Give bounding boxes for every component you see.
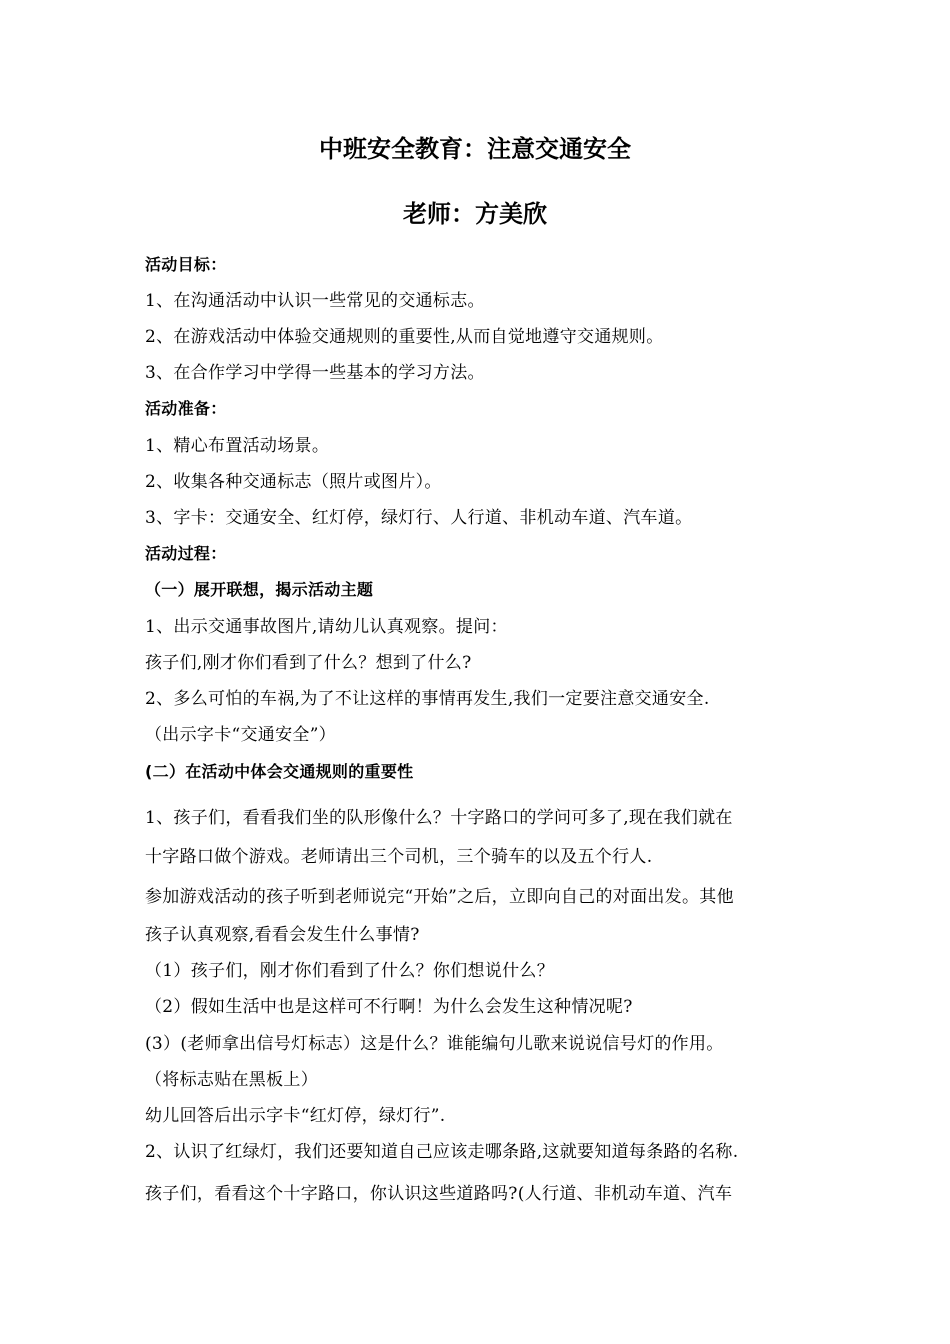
paragraph-line: 1、出示交通事故图片,请幼儿认真观察。提问： <box>145 617 508 637</box>
paragraph-line: 十字路口做个游戏。老师请出三个司机，三个骑车的以及五个行人. <box>145 847 653 867</box>
section-heading: 活动过程： <box>145 544 227 563</box>
paragraph-line: 参加游戏活动的孩子听到老师说完“开始”之后，立即向自己的对面出发。其他 <box>145 887 734 907</box>
paragraph-line: 1、在沟通活动中认识一些常见的交通标志。 <box>145 291 485 311</box>
paragraph-line: 孩子们,刚才你们看到了什么？想到了什么? <box>145 653 472 673</box>
paragraph-line: 2、多么可怕的车祸,为了不让这样的事情再发生,我们一定要注意交通安全. <box>145 689 710 709</box>
section-heading: 活动准备： <box>145 399 227 418</box>
paragraph-line: 2、认识了红绿灯，我们还要知道自己应该走哪条路,这就要知道每条路的名称. <box>145 1142 739 1162</box>
teacher-name: 老师：方美欣 <box>403 200 547 228</box>
paragraph-line: 2、在游戏活动中体验交通规则的重要性,从而自觉地遵守交通规则。 <box>145 327 664 347</box>
paragraph-line: 3、字卡：交通安全、红灯停，绿灯行、人行道、非机动车道、汽车道。 <box>145 508 693 528</box>
paragraph-line: （2）假如生活中也是这样可不行啊！为什么会发生这种情况呢? <box>145 997 633 1017</box>
paragraph-line: (3）(老师拿出信号灯标志）这是什么？谁能编句儿歌来说说信号灯的作用。 <box>145 1034 724 1054</box>
paragraph-line: 1、孩子们，看看我们坐的队形像什么？十字路口的学问可多了,现在我们就在 <box>145 808 733 828</box>
paragraph-line: （1）孩子们，刚才你们看到了什么？你们想说什么？ <box>145 961 555 981</box>
section-heading: （一）展开联想，揭示活动主题 <box>145 580 374 599</box>
paragraph-line: 幼儿回答后出示字卡“红灯停，绿灯行”. <box>145 1106 446 1126</box>
paragraph-line: （出示字卡“交通安全”） <box>145 725 336 745</box>
paragraph-line: （将标志贴在黑板上） <box>145 1070 318 1090</box>
paragraph-line: 孩子认真观察,看看会发生什么事情? <box>145 925 420 945</box>
paragraph-line: 3、在合作学习中学得一些基本的学习方法。 <box>145 363 485 383</box>
section-heading: (二）在活动中体会交通规则的重要性 <box>145 762 414 781</box>
paragraph-line: 孩子们，看看这个十字路口，你认识这些道路吗?(人行道、非机动车道、汽车 <box>145 1184 733 1204</box>
document-title: 中班安全教育：注意交通安全 <box>319 135 631 163</box>
section-heading: 活动目标： <box>145 255 227 274</box>
paragraph-line: 1、精心布置活动场景。 <box>145 436 330 456</box>
paragraph-line: 2、收集各种交通标志（照片或图片）。 <box>145 472 442 492</box>
